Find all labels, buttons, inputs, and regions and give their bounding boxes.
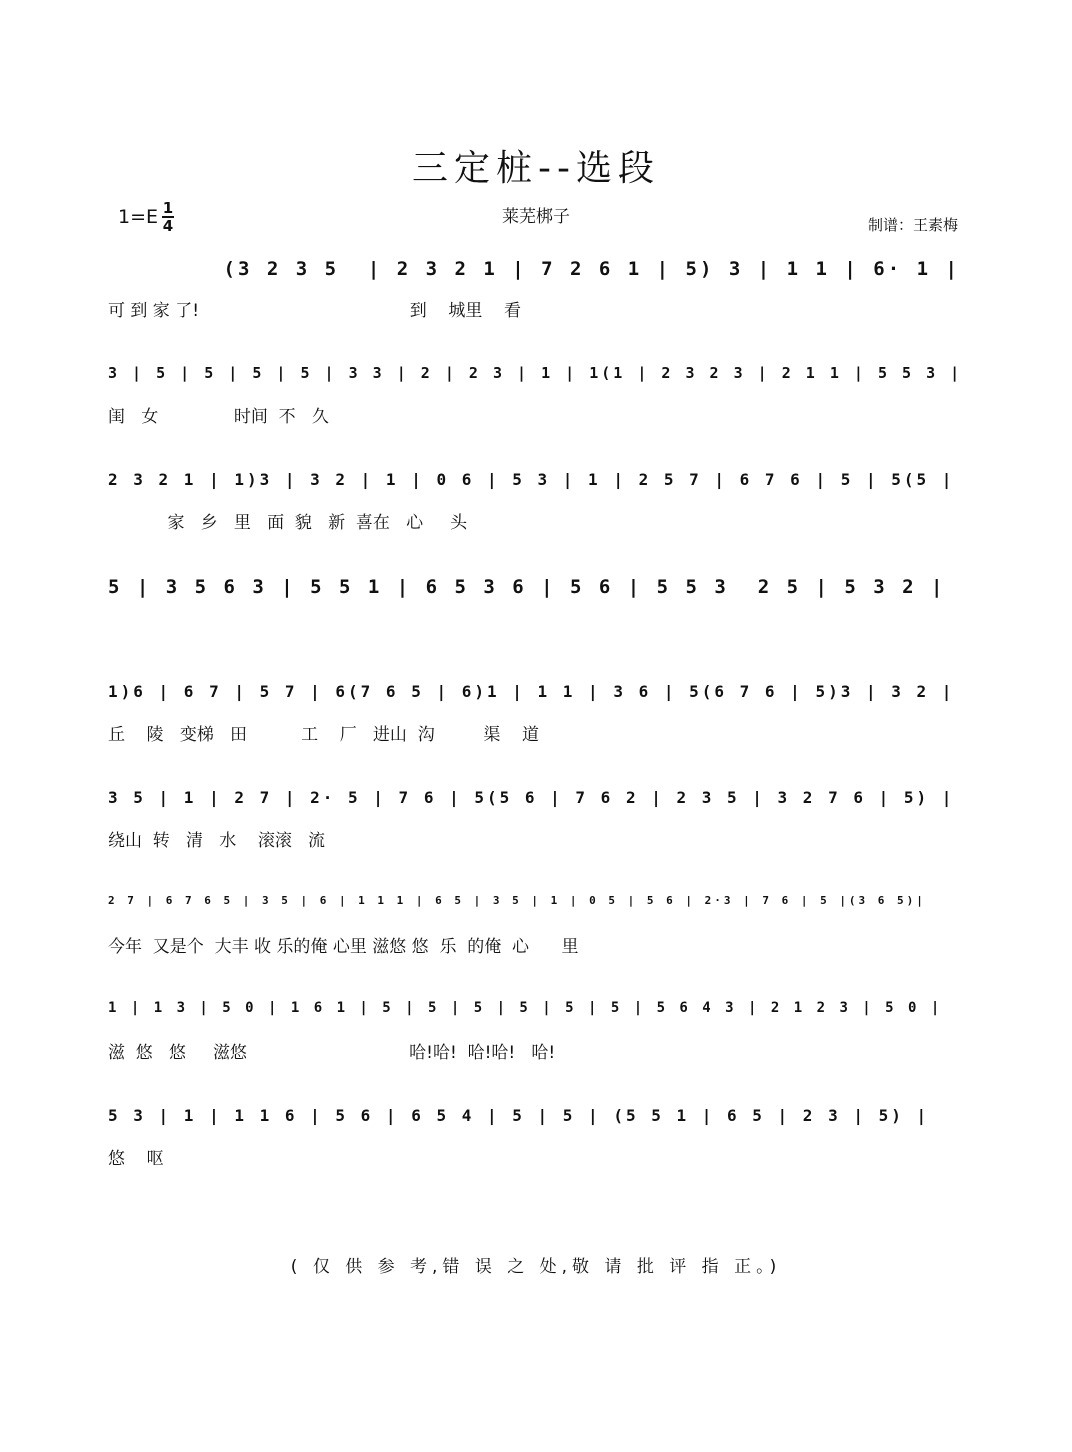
notation-line: 3 5 | 1 | 2 7 | 2· 5 | 7 6 | 5(5 6 | 7 6 2 | 2 3 5 | 3 2 7 6 | 5) |: [108, 788, 955, 807]
time-numerator: 1: [162, 199, 174, 217]
notation-line: 2 3 2 1 | 1)3 | 3 2 | 1 | 0 6 | 5 3 | 1 | 2 5 7 | 6 7 6 | 5 | 5(5 |: [108, 470, 955, 489]
notation-line: 1)6 | 6 7 | 5 7 | 6(7 6 5 | 6)1 | 1 1 | 3 6 | 5(6 7 6 | 5)3 | 3 2 |: [108, 682, 955, 701]
notation-line: (3 2 3 5 | 2 3 2 1 | 7 2 6 1 | 5) 3 | 1 1 | 6· 1 |: [108, 258, 960, 280]
lyrics-line: 悠 呕: [108, 1149, 164, 1169]
lyrics-line: 家 乡 里 面 貌 新 喜在 心 头: [108, 513, 468, 533]
credit-text: 制谱：王素梅: [867, 216, 958, 234]
score-subtitle: 莱芜梆子: [502, 207, 570, 227]
notation-line: 3 | 5 | 5 | 5 | 5 | 3 3 | 2 | 2 3 | 1 | 1(1 | 2 3 2 3 | 2 1 1 | 5 5 3 |: [108, 364, 963, 382]
notation-line: 5 3 | 1 | 1 1 6 | 5 6 | 6 5 4 | 5 | 5 | (5 5 1 | 6 5 | 2 3 | 5) |: [108, 1106, 930, 1125]
lyrics-line: 闺 女 时间 不 久: [108, 407, 329, 427]
lyrics-line: 滋 悠 悠 滋悠 哈!哈! 哈!哈! 哈!: [108, 1043, 556, 1063]
time-denominator: 4: [162, 217, 174, 235]
lyrics-line: 可 到 家 了! 到 城里 看: [108, 301, 522, 321]
lyrics-line: 丘 陵 变梯 田 工 厂 进山 沟 渠 道: [108, 725, 539, 745]
notation-line: 2 7 | 6 7 6 5 | 3 5 | 6 | 1 1 1 | 6 5 | 3 5 | 1 | 0 5 | 5 6 | 2·3 | 7 6 | 5 |(3 6 5)|: [108, 894, 926, 907]
notation-line: 5 | 3 5 6 3 | 5 5 1 | 6 5 3 6 | 5 6 | 5 5 3 2 5 | 5 3 2 |: [108, 576, 946, 598]
key-label: 1=E: [118, 206, 159, 228]
lyrics-line: 绕山 转 清 水 滚滚 流: [108, 831, 326, 851]
footer-note: ( 仅 供 参 考,错 误 之 处,敬 请 批 评 指 正。): [290, 1257, 782, 1277]
notation-line: 1 | 1 3 | 5 0 | 1 6 1 | 5 | 5 | 5 | 5 | 5 | 5 | 5 6 4 3 | 2 1 2 3 | 5 0 |: [108, 1000, 943, 1016]
lyrics-line: 今年 又是个 大丰 收 乐的俺 心里 滋悠 悠 乐 的俺 心 里: [108, 937, 579, 957]
score-title: 三定桩--选段: [412, 148, 660, 189]
